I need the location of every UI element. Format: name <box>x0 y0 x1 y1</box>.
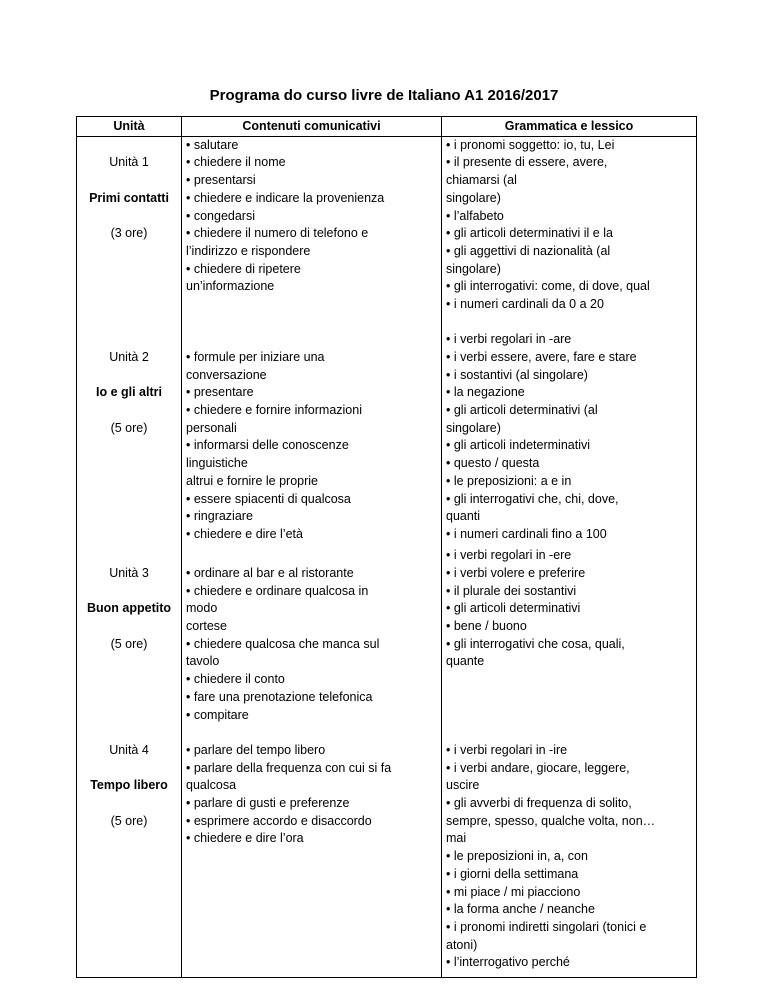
contenuti-item: • chiedere e indicare la provenienza <box>186 190 385 205</box>
table-row <box>77 724 697 977</box>
table-row <box>77 136 697 331</box>
unit-number: Unità 4 <box>109 742 149 757</box>
grammatica-item: • questo / questa <box>446 456 540 471</box>
grammatica-item: • gli articoli determinativi il e la <box>446 226 613 241</box>
grammatica-item: • la negazione <box>446 385 525 400</box>
grammatica-item: • gli interrogativi: come, di dove, qual <box>446 279 650 294</box>
contenuti-item: • essere spiacenti di qualcosa <box>186 491 351 506</box>
unit-number: Unità 1 <box>109 155 149 170</box>
contenuti-item: • salutare <box>186 137 239 152</box>
contenuti-cell <box>182 724 442 977</box>
column-header-contenuti: Contenuti comunicativi <box>182 117 442 137</box>
grammatica-item: • i verbi regolari in -ere <box>446 548 572 563</box>
grammatica-item: • le preposizioni in, a, con <box>446 849 588 864</box>
grammatica-item: quante <box>446 654 485 669</box>
contenuti-item: • chiedere di ripetere <box>186 261 301 276</box>
contenuti-item: tavolo <box>186 654 220 669</box>
unit-hours: (5 ore) <box>110 813 148 828</box>
unit-cell <box>77 724 182 977</box>
contenuti-item: • presentare <box>186 385 254 400</box>
contenuti-item: • formule per iniziare una <box>186 349 325 364</box>
contenuti-item: • fare una prenotazione telefonica <box>186 689 373 704</box>
unit-name: Io e gli altri <box>96 385 162 400</box>
grammatica-item: • i giorni della settimana <box>446 866 579 881</box>
contenuti-item: • chiedere il conto <box>186 672 285 687</box>
unit-hours: (5 ore) <box>110 636 148 651</box>
contenuti-item: personali <box>186 420 237 435</box>
unit-hours: (5 ore) <box>110 420 148 435</box>
grammatica-item: • i numeri cardinali fino a 100 <box>446 526 607 541</box>
table-row <box>77 547 697 724</box>
contenuti-item: • presentarsi <box>186 173 256 188</box>
grammatica-item: • i pronomi soggetto: io, tu, Lei <box>446 137 615 152</box>
grammatica-cell <box>442 331 697 547</box>
contenuti-cell <box>182 547 442 724</box>
grammatica-item: • l’alfabeto <box>446 208 504 223</box>
contenuti-item: • chiedere e ordinare qualcosa in <box>186 583 369 598</box>
grammatica-item: • bene / buono <box>446 619 527 634</box>
grammatica-item: singolare) <box>446 261 501 276</box>
contenuti-item: cortese <box>186 619 227 633</box>
grammatica-item: • l’interrogativo perché <box>446 955 570 970</box>
grammatica-item: • gli avverbi di frequenza di solito, <box>446 796 632 811</box>
grammatica-item: singolare) <box>446 190 501 205</box>
grammatica-item: sempre, spesso, qualche volta, non… <box>446 813 656 828</box>
grammatica-item: • gli articoli determinativi <box>446 601 581 616</box>
unit-name: Primi contatti <box>89 190 169 205</box>
column-header-grammatica: Grammatica e lessico <box>442 117 697 137</box>
table-row <box>77 331 697 547</box>
unit-cell <box>77 331 182 547</box>
unit-name: Buon appetito <box>86 601 171 616</box>
contenuti-item: • parlare della frequenza con cui si fa <box>186 760 392 775</box>
grammatica-cell <box>442 547 697 724</box>
contenuti-cell <box>182 331 442 547</box>
contenuti-item: • informarsi delle conoscenze <box>186 438 349 453</box>
grammatica-item: • il plurale dei sostantivi <box>446 583 577 598</box>
grammatica-item: • gli articoli indeterminativi <box>446 438 591 453</box>
contenuti-item: un’informazione <box>186 279 275 294</box>
contenuti-item: • ringraziare <box>186 509 253 524</box>
grammatica-item: • i verbi andare, giocare, leggere, <box>446 760 630 775</box>
contenuti-item: • esprimere accordo e disaccordo <box>186 813 372 828</box>
contenuti-item: • chiedere e dire l’età <box>186 526 303 541</box>
column-header-unita: Unità <box>77 117 182 137</box>
grammatica-item: • gli interrogativi che, chi, dove, <box>446 491 619 506</box>
unit-cell <box>77 547 182 724</box>
grammatica-item: • i verbi essere, avere, fare e stare <box>446 349 637 364</box>
contenuti-item: • chiedere e dire l’ora <box>186 831 304 846</box>
grammatica-item: • le preposizioni: a e in <box>446 473 572 488</box>
grammatica-item: • gli articoli determinativi (al <box>446 403 598 418</box>
contenuti-item: • chiedere il numero di telefono e <box>186 226 369 241</box>
unit-name: Tempo libero <box>90 778 168 793</box>
page-title: Programa do curso livre de Italiano A1 2016/2017 <box>209 87 559 104</box>
contenuti-item: • chiedere e fornire informazioni <box>186 403 362 417</box>
program-table <box>76 116 697 978</box>
contenuti-item: • congedarsi <box>186 208 256 223</box>
contenuti-item: altrui e fornire le proprie <box>186 473 319 488</box>
grammatica-item: • la forma anche / neanche <box>446 902 595 917</box>
grammatica-item: • i verbi regolari in -are <box>446 332 572 347</box>
table-header-row <box>77 117 697 137</box>
grammatica-item: • i sostantivi (al singolare) <box>446 367 588 382</box>
grammatica-item: • i numeri cardinali da 0 a 20 <box>446 297 604 312</box>
grammatica-item: • gli aggettivi di nazionalità (al <box>446 243 611 258</box>
contenuti-item: conversazione <box>186 367 267 382</box>
grammatica-item: chiamarsi (al <box>446 173 517 188</box>
unit-number: Unità 3 <box>109 565 149 580</box>
grammatica-item: • mi piace / mi piacciono <box>446 884 581 899</box>
contenuti-cell <box>182 136 442 331</box>
grammatica-item: atoni) <box>446 937 478 952</box>
unit-hours: (3 ore) <box>110 226 148 241</box>
contenuti-item: modo <box>186 601 218 616</box>
contenuti-item: linguistiche <box>186 456 248 471</box>
contenuti-item: • parlare di gusti e preferenze <box>186 796 350 811</box>
unit-number: Unità 2 <box>109 349 149 364</box>
unit-cell <box>77 136 182 331</box>
grammatica-item: • i verbi volere e preferire <box>446 565 586 580</box>
grammatica-item: • gli interrogativi che cosa, quali, <box>446 636 625 651</box>
grammatica-item: uscire <box>446 778 480 793</box>
grammatica-item: • i pronomi indiretti singolari (tonici e <box>446 919 647 934</box>
grammatica-cell <box>442 724 697 977</box>
contenuti-item: • ordinare al bar e al ristorante <box>186 565 354 580</box>
contenuti-item: qualcosa <box>186 778 237 793</box>
grammatica-item: quanti <box>446 509 481 524</box>
contenuti-item: • parlare del tempo libero <box>186 742 326 757</box>
grammatica-item: mai <box>446 831 467 846</box>
grammatica-item: • i verbi regolari in -ire <box>446 742 568 757</box>
contenuti-item: • compitare <box>186 707 249 722</box>
contenuti-item: • chiedere qualcosa che manca sul <box>186 636 380 651</box>
grammatica-item: singolare) <box>446 420 501 435</box>
contenuti-item: • chiedere il nome <box>186 155 286 170</box>
grammatica-item: • il presente di essere, avere, <box>446 155 608 170</box>
grammatica-cell <box>442 136 697 331</box>
contenuti-item: l’indirizzo e rispondere <box>186 243 311 258</box>
